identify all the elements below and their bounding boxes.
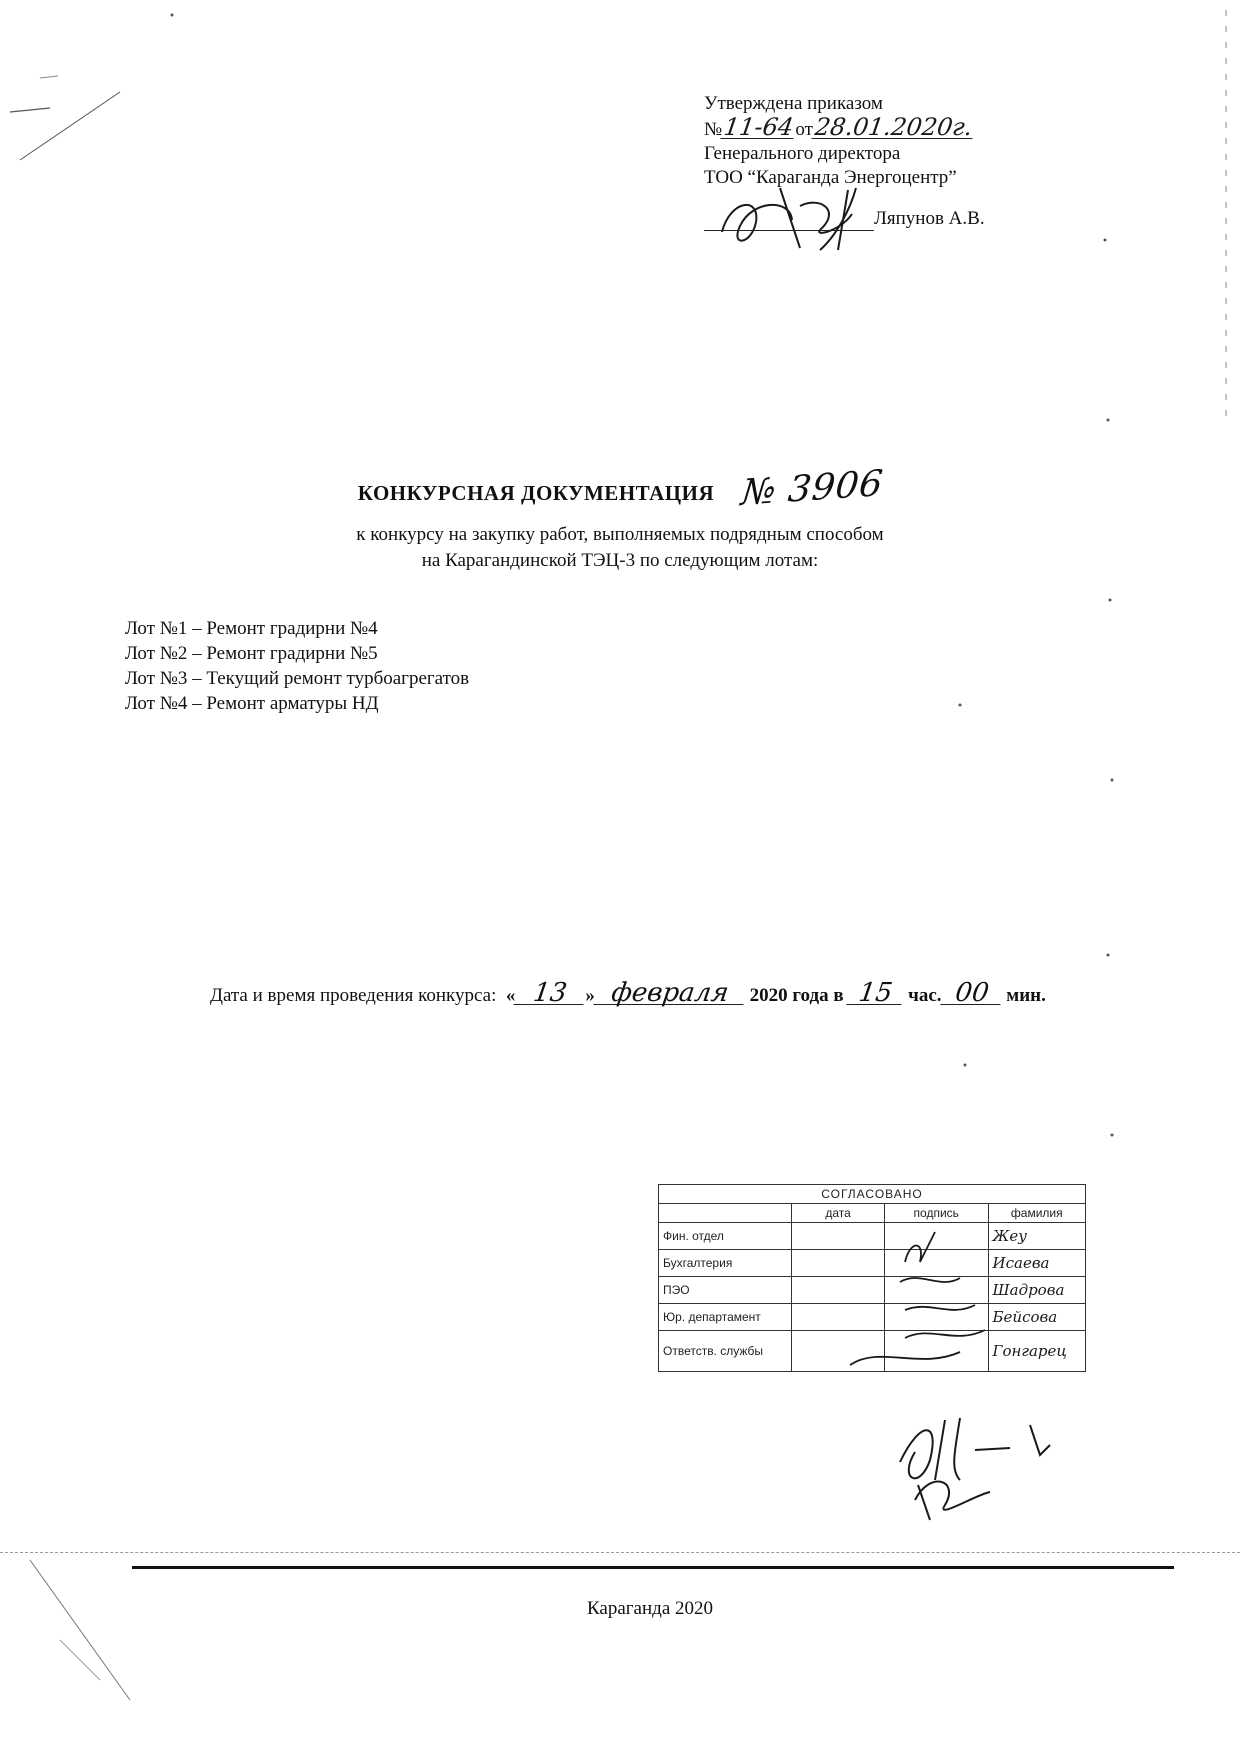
- hour-unit: час.: [908, 985, 942, 1006]
- day-value: 13: [514, 982, 587, 1005]
- list-item: Лот №1 – Ремонт градирни №4: [125, 618, 378, 639]
- open-quote: «: [505, 985, 516, 1006]
- approval-line-3: Генерального директора: [704, 143, 901, 164]
- dept-cell: Ответств. службы: [659, 1331, 792, 1372]
- column-header: дата: [792, 1204, 885, 1223]
- close-quote: »: [585, 985, 595, 1006]
- footer-place-year: Караганда 2020: [586, 1598, 714, 1619]
- surname-cell: Шадрова: [988, 1277, 1085, 1304]
- minute-value: 00: [940, 982, 1003, 1005]
- column-header: подпись: [884, 1204, 988, 1223]
- dept-cell: Бухгалтерия: [659, 1250, 792, 1277]
- order-number: 11-64: [722, 113, 796, 141]
- number-sign: №: [704, 119, 723, 140]
- signer-name: Ляпунов А.В.: [874, 208, 985, 229]
- surname-cell: Гонгарец: [988, 1331, 1085, 1372]
- month-value: февраля: [593, 982, 746, 1005]
- from-word: от: [795, 119, 813, 140]
- column-header: фамилия: [988, 1204, 1085, 1223]
- surname-cell: Жеу: [988, 1223, 1085, 1250]
- list-item: Лот №2 – Ремонт градирни №5: [125, 643, 378, 664]
- title-text: КОНКУРСНАЯ ДОКУМЕНТАЦИЯ: [357, 481, 715, 505]
- agreement-header: СОГЛАСОВАНО: [659, 1185, 1086, 1204]
- approval-line-4: ТОО “Караганда Энергоцентр”: [704, 167, 957, 188]
- approval-line-1: Утверждена приказом: [704, 93, 883, 114]
- dept-cell: ПЭО: [659, 1277, 792, 1304]
- hour-value: 15: [847, 982, 905, 1005]
- minute-unit: мин.: [1006, 985, 1046, 1006]
- datetime-label: Дата и время проведения конкурса:: [210, 985, 497, 1006]
- list-item: Лот №3 – Текущий ремонт турбоагрегатов: [125, 668, 470, 689]
- dept-cell: Юр. департамент: [659, 1304, 792, 1331]
- scan-edge-line: [0, 1552, 1240, 1553]
- subtitle-line-2: на Карагандинской ТЭЦ-3 по следующим лотам:: [421, 550, 819, 571]
- year-text: 2020 года в: [749, 985, 844, 1006]
- order-date: 28.01.2020г.: [812, 113, 975, 141]
- surname-cell: Бейсова: [988, 1304, 1085, 1331]
- bottom-divider: [132, 1566, 1174, 1569]
- list-item: Лот №4 – Ремонт арматуры НД: [125, 693, 379, 714]
- surname-cell: Исаева: [988, 1250, 1085, 1277]
- handwritten-doc-number: № 3906: [739, 463, 886, 514]
- subtitle-line-1: к конкурсу на закупку работ, выполняемых подрядным способом: [356, 524, 884, 545]
- dept-cell: Фин. отдел: [659, 1223, 792, 1250]
